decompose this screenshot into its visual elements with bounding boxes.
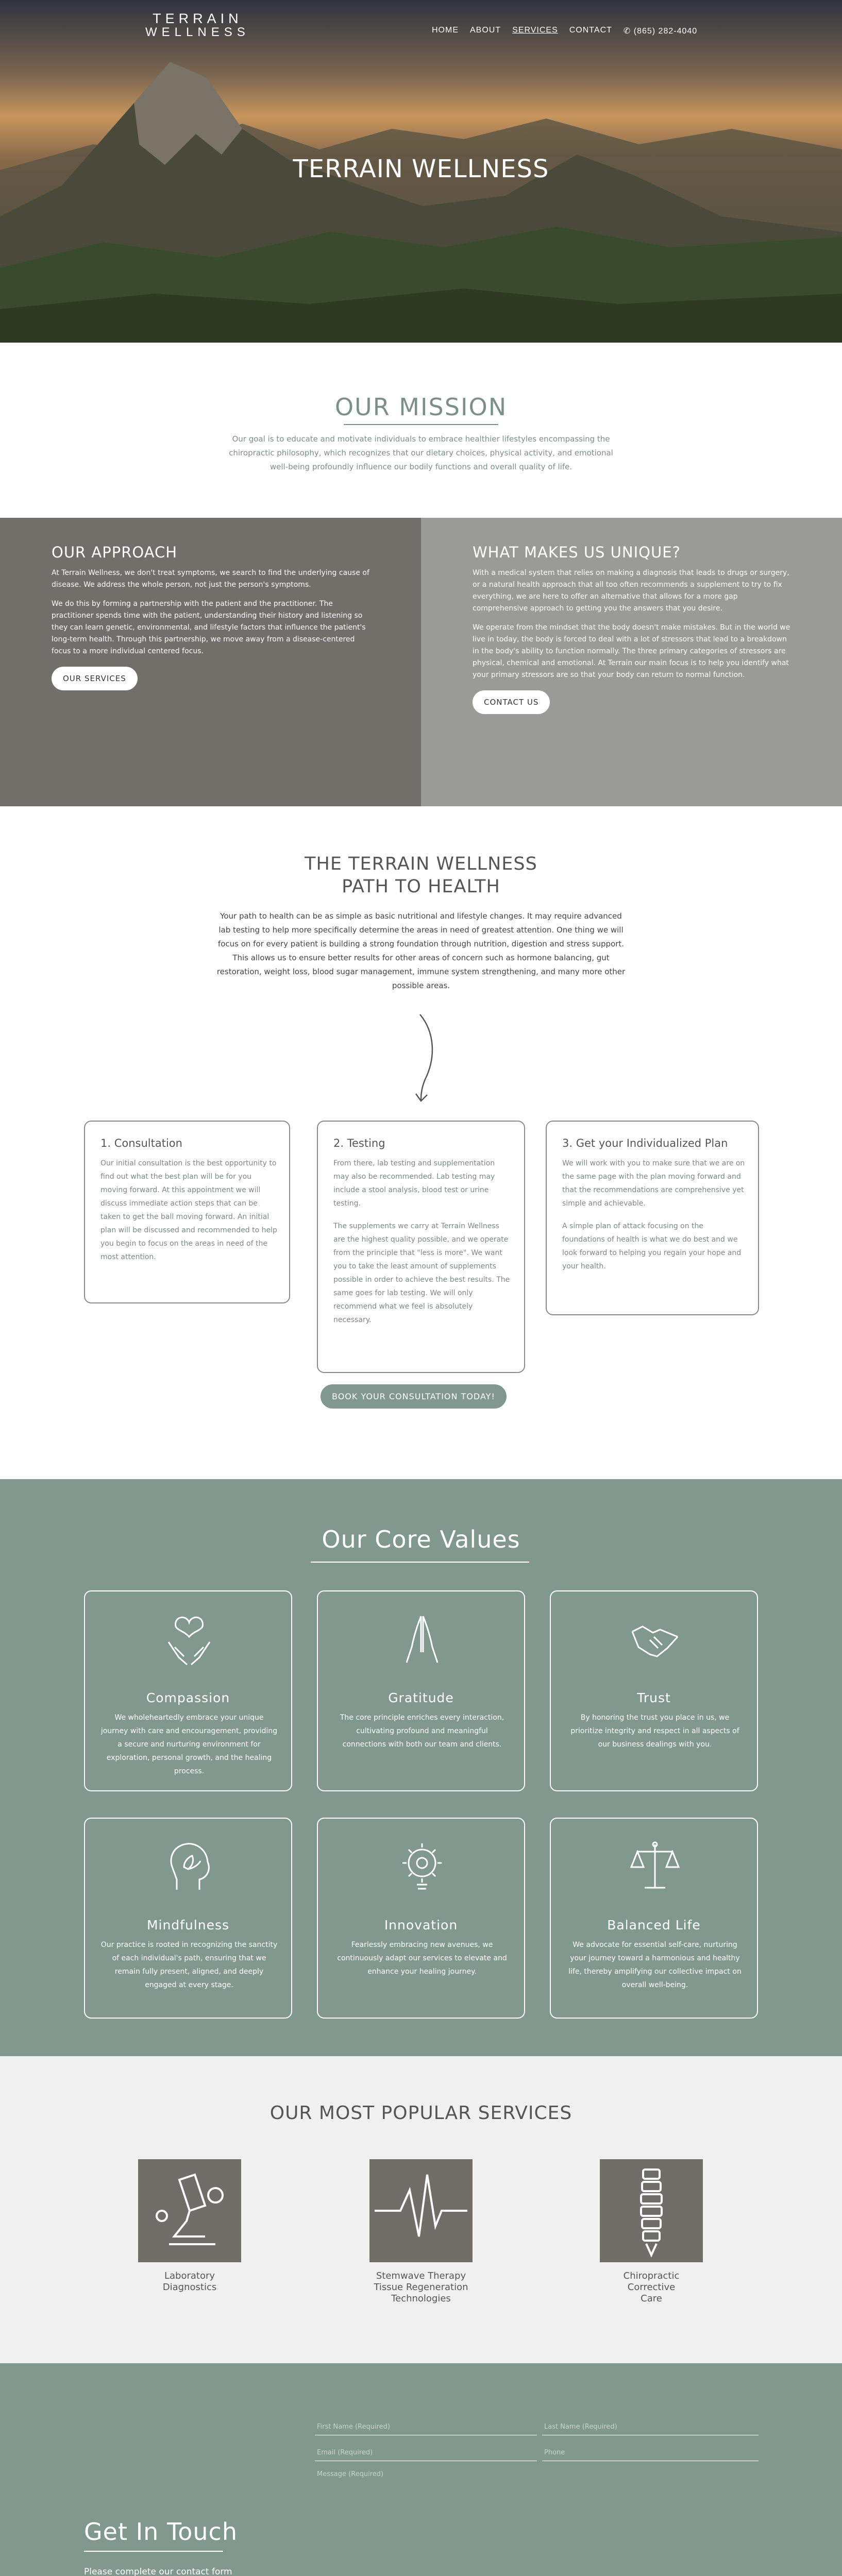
mission-divider bbox=[344, 424, 498, 425]
value-card-mindfulness bbox=[84, 1818, 292, 2019]
value-title: Trust bbox=[637, 1690, 671, 1705]
spine-icon bbox=[600, 2159, 703, 2262]
service-stemwave[interactable] bbox=[369, 2159, 473, 2304]
service-lab-diagnostics[interactable] bbox=[138, 2159, 241, 2293]
service-image bbox=[600, 2159, 703, 2262]
service-name: Laboratory Diagnostics bbox=[162, 2270, 217, 2293]
value-card-innovation bbox=[317, 1818, 525, 2019]
step-text: From there, lab testing and supplementation may also be recommended. Lab testing may include a stool analysis, blood test or urine testing. bbox=[333, 1159, 495, 1208]
our-approach-column bbox=[0, 518, 421, 806]
down-arrow-icon bbox=[405, 1012, 441, 1105]
header-nav bbox=[0, 0, 842, 59]
mission-section bbox=[0, 343, 842, 518]
last-name-field[interactable] bbox=[542, 2415, 759, 2435]
service-name-line1: Chiropractic Corrective bbox=[623, 2270, 680, 2293]
step-card-testing bbox=[317, 1121, 525, 1373]
nav-services-link[interactable]: SERVICES bbox=[512, 26, 558, 35]
step-card-plan bbox=[546, 1121, 759, 1315]
path-title-line1: THE TERRAIN WELLNESS bbox=[305, 854, 537, 874]
unique-paragraph-2: We operate from the mindset that the body doesn't make mistakes. But in the world we live in today, the body is forced to deal with a lot of stressors that lead to a breakdown in the body's ability to function normally. The three primary categories of stressors are physical, chemical and emotional. At Terrain our main focus is to help you identify what your primary stressors are so that your body can return to normal function. bbox=[473, 623, 790, 679]
value-text: We wholeheartedly embrace your unique journey with care and encouragement, providing a secure and nurturing environment for exploration, personal growth, and the healing process. bbox=[100, 1714, 278, 1775]
nav-about-link[interactable]: ABOUT bbox=[470, 26, 501, 35]
approach-title: OUR APPROACH bbox=[52, 544, 178, 561]
first-name-placeholder: First Name (Required) bbox=[317, 2423, 390, 2431]
nav-phone-link[interactable] bbox=[624, 26, 697, 36]
value-text: The core principle enriches every interaction, cultivating profound and meaningful connections with both our team and clients. bbox=[340, 1714, 504, 1749]
service-name-line3: Technologies bbox=[391, 2293, 451, 2304]
nav-home-link[interactable]: HOME bbox=[432, 26, 459, 35]
contact-section bbox=[0, 2363, 842, 2576]
step-card-consultation bbox=[84, 1121, 290, 1303]
step-text: A simple plan of attack focusing on the foundations of health is what we do best and we look forward to helping you regain your hope and your health. bbox=[562, 1222, 742, 1270]
value-title: Innovation bbox=[384, 1918, 458, 1933]
book-consultation-button[interactable]: BOOK YOUR CONSULTATION TODAY! bbox=[321, 1384, 507, 1409]
contact-title: Get In Touch bbox=[84, 2518, 238, 2546]
contact-divider bbox=[84, 2551, 223, 2552]
service-chiropractic[interactable] bbox=[600, 2159, 703, 2304]
handshake-icon bbox=[629, 1611, 681, 1668]
logo-line1: TERRAIN bbox=[153, 11, 243, 26]
main-menu bbox=[432, 26, 697, 36]
nav-phone-number: (865) 282-4040 bbox=[633, 27, 698, 36]
site-logo[interactable] bbox=[145, 11, 250, 39]
value-card-trust bbox=[550, 1590, 758, 1791]
path-title-line2: PATH TO HEALTH bbox=[342, 876, 500, 897]
phone-icon: ✆ bbox=[623, 27, 631, 36]
phone-placeholder: Phone bbox=[544, 2449, 565, 2456]
values-divider bbox=[311, 1562, 529, 1563]
pulse-wave-icon bbox=[369, 2159, 473, 2262]
contact-text: Please complete our contact form bbox=[84, 2567, 232, 2576]
service-name-line1: Stemwave Therapy bbox=[376, 2270, 466, 2281]
approach-paragraph-2: We do this by forming a partnership with the patient and the practitioner. The practitioner spends time with the patient, understanding their history and listening so they can learn genetic, environmental, and lifestyle factors that influence the patient's long-term health. Through this partnership, we move away from a disease-centered focus to a more individual centered focus. bbox=[52, 600, 366, 655]
unique-title: WHAT MAKES US UNIQUE? bbox=[473, 544, 681, 561]
services-title: OUR MOST POPULAR SERVICES bbox=[270, 2103, 572, 2124]
service-image bbox=[369, 2159, 473, 2262]
value-card-gratitude bbox=[317, 1590, 525, 1791]
lightbulb-gear-icon bbox=[396, 1838, 448, 1895]
services-section bbox=[0, 2056, 842, 2363]
approach-section bbox=[0, 518, 842, 806]
logo-line2: WELLNESS bbox=[145, 25, 250, 39]
path-title bbox=[0, 853, 842, 898]
value-text: Fearlessly embracing new avenues, we continuously adapt our services to elevate and enhance your healing journey. bbox=[337, 1941, 507, 1976]
phone-field[interactable] bbox=[542, 2441, 759, 2461]
email-placeholder: Email (Required) bbox=[317, 2449, 373, 2456]
service-name-line2: Tissue Regeneration bbox=[374, 2282, 468, 2293]
hero-title: TERRAIN WELLNESS bbox=[293, 155, 549, 183]
value-title: Mindfulness bbox=[146, 1918, 230, 1933]
value-title: Balanced Life bbox=[607, 1918, 701, 1933]
email-field[interactable] bbox=[315, 2441, 537, 2461]
message-field[interactable] bbox=[315, 2466, 759, 2576]
mind-lotus-icon bbox=[163, 1838, 215, 1895]
balance-scale-icon bbox=[629, 1838, 681, 1895]
service-name bbox=[369, 2270, 473, 2304]
message-placeholder: Message (Required) bbox=[317, 2470, 384, 2478]
step-title: 2. Testing bbox=[333, 1137, 385, 1149]
service-image bbox=[138, 2159, 241, 2262]
step-title: 1. Consultation bbox=[100, 1137, 182, 1149]
value-title: Gratitude bbox=[388, 1690, 454, 1705]
value-title: Compassion bbox=[146, 1690, 230, 1705]
first-name-field[interactable] bbox=[315, 2415, 537, 2435]
step-title: 3. Get your Individualized Plan bbox=[562, 1137, 728, 1149]
step-text: The supplements we carry at Terrain Wellness are the highest quality possible, and we operate from the principle that "less is more". We want you to take the least amount of supplements possible in order to achieve the best results. The same goes for lab testing. We will only recommend what we feel is absolutely necessary. bbox=[333, 1222, 510, 1324]
unique-column bbox=[421, 518, 842, 806]
heart-hands-icon bbox=[163, 1611, 215, 1668]
step-text: We will work with you to make sure that we are on the same page with the plan moving forward and that the recommendations are comprehensive yet simple and achievable. bbox=[562, 1159, 745, 1208]
mission-title: OUR MISSION bbox=[334, 393, 508, 421]
core-values-section bbox=[0, 1479, 842, 2056]
hero-section bbox=[0, 0, 842, 343]
our-services-button[interactable]: OUR SERVICES bbox=[52, 667, 138, 690]
value-text: Our practice is rooted in recognizing the sanctity of each individual's path, ensuring that we remain fully present, aligned, and deeply engaged at every stage. bbox=[100, 1941, 278, 1989]
value-card-compassion bbox=[84, 1590, 292, 1791]
contact-us-button[interactable]: CONTACT US bbox=[473, 690, 550, 714]
nav-contact-link[interactable]: CONTACT bbox=[569, 26, 612, 35]
mission-text: Our goal is to educate and motivate individuals to embrace healthier lifestyles encompassing the chiropractic philosophy, which recognizes that our dietary choices, physical activity, and emotional well-being profoundly influence our bodily functions and overall quality of life. bbox=[229, 434, 613, 471]
value-text: We advocate for essential self-care, nurturing your journey toward a harmonious and healthy life, thereby amplifying our collective impact on overall well-being. bbox=[568, 1941, 742, 1989]
path-section bbox=[0, 806, 842, 1479]
path-intro: Your path to health can be as simple as basic nutritional and lifestyle changes. It may require advanced lab testing to help more specifically determine the areas in need of greatest attention. One thing we will focus on for every patient is building a strong foundation through nutrition, digestion and stress support. This allows us to ensure better results for other areas of concern such as hormone balancing, gut restoration, weight loss, blood sugar management, immune system strengthening, and many more other possible areas. bbox=[216, 911, 626, 990]
unique-paragraph-1: With a medical system that relies on making a diagnosis that leads to drugs or surgery, or a natural health approach that all too often recommends a supplement to try to fix everything, we are here to offer an alternative that allows for a more gap comprehensive approach to getting you the answers that you desire. bbox=[473, 569, 789, 613]
service-name bbox=[600, 2270, 703, 2304]
approach-paragraph-1: At Terrain Wellness, we don't treat symptoms, we search to find the underlying cause of disease. We address the whole person, not just the person's symptoms. bbox=[52, 569, 369, 589]
last-name-placeholder: Last Name (Required) bbox=[544, 2423, 617, 2431]
step-text: Our initial consultation is the best opportunity to find out what the best plan will be for you moving forward. At this appointment we will discuss immediate action steps that can be taken to get the ball moving forward. An initial plan will be discussed and recommended to help you begin to focus on the areas in need of the most attention. bbox=[100, 1159, 277, 1261]
service-name-line2: Care bbox=[641, 2293, 662, 2304]
value-card-balanced-life bbox=[550, 1818, 758, 2019]
praying-hands-icon bbox=[396, 1611, 448, 1668]
values-title: Our Core Values bbox=[322, 1526, 520, 1553]
value-text: By honoring the trust you place in us, we prioritize integrity and respect in all aspects of our business dealings with you. bbox=[570, 1714, 739, 1749]
microscope-icon bbox=[138, 2159, 241, 2262]
